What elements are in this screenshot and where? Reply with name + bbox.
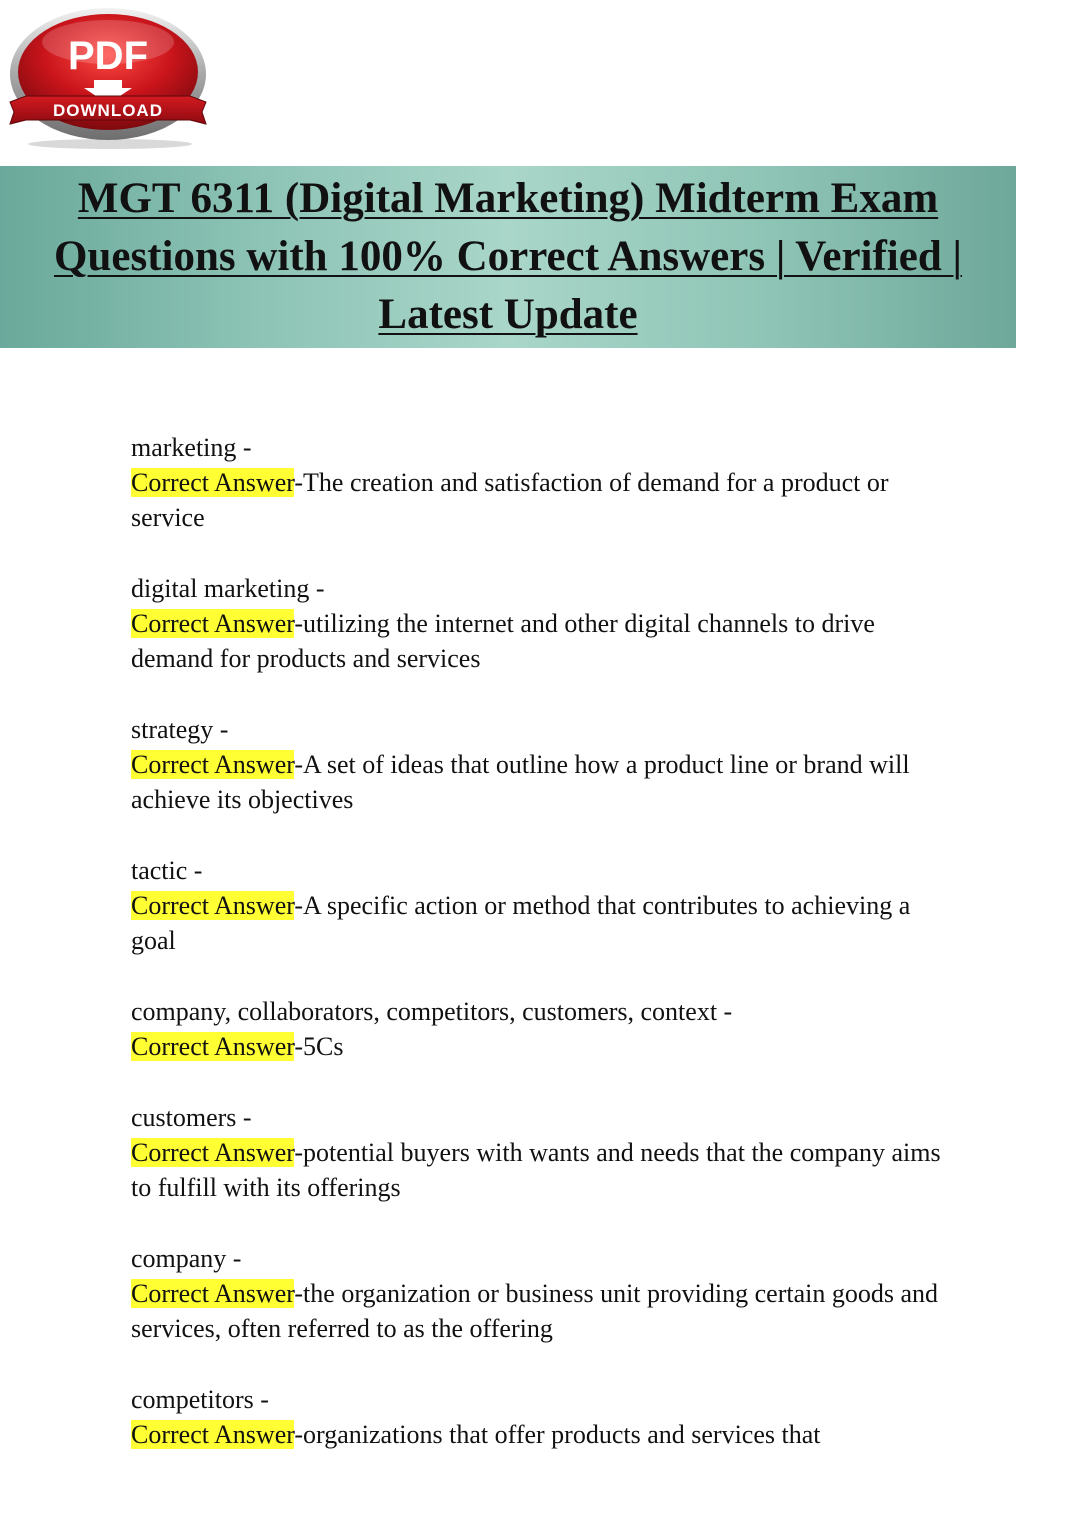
qa-item [131,430,961,535]
answer-text: -the organization or business unit providing certain goods and services, often referred to as the offering [131,1279,939,1343]
qa-answer [131,747,961,817]
qa-item [131,853,961,958]
answer-text: -5Cs [294,1032,344,1061]
qa-item [131,994,961,1064]
qa-term: tactic - [131,856,203,885]
qa-item [131,1100,961,1205]
qa-term: marketing - [131,433,252,462]
correct-answer-label: Correct Answer [131,1032,295,1061]
correct-answer-label: Correct Answer [131,609,295,638]
badge-pdf-label: PDF [68,34,148,78]
qa-answer [131,1135,961,1205]
correct-answer-label: Correct Answer [131,1138,295,1167]
answer-text: -A set of ideas that outline how a product line or brand will achieve its objectives [131,750,910,814]
answer-text: -utilizing the internet and other digital channels to drive demand for products and services [131,609,875,673]
correct-answer-label: Correct Answer [131,891,295,920]
qa-answer [131,1417,961,1452]
qa-term: competitors - [131,1385,269,1414]
qa-list [131,430,961,1488]
qa-answer [131,1029,961,1064]
title-banner [0,166,1016,348]
qa-answer [131,1276,961,1346]
qa-item [131,571,961,676]
qa-term: strategy - [131,715,229,744]
correct-answer-label: Correct Answer [131,468,295,497]
answer-text: -The creation and satisfaction of demand for a product or service [131,468,889,532]
qa-item [131,712,961,817]
correct-answer-label: Correct Answer [131,750,295,779]
qa-term: customers - [131,1103,252,1132]
correct-answer-label: Correct Answer [131,1420,295,1449]
answer-text: -organizations that offer products and services that [294,1420,821,1449]
qa-item [131,1241,961,1346]
qa-answer [131,888,961,958]
pdf-download-badge[interactable] [8,8,212,150]
answer-text: -potential buyers with wants and needs that the company aims to fulfill with its offerings [131,1138,941,1202]
qa-item [131,1382,961,1452]
pdf-download-icon [8,8,212,150]
qa-term: company, collaborators, competitors, customers, context - [131,997,733,1026]
answer-text: -A specific action or method that contributes to achieving a goal [131,891,911,955]
badge-download-label: DOWNLOAD [53,101,163,120]
qa-term: digital marketing - [131,574,325,603]
qa-answer [131,606,961,676]
qa-answer [131,465,961,535]
correct-answer-label: Correct Answer [131,1279,295,1308]
qa-term: company - [131,1244,242,1273]
document-title: MGT 6311 (Digital Marketing) Midterm Exam Questions with 100% Correct Answers | Verified | Latest Update [54,175,962,338]
